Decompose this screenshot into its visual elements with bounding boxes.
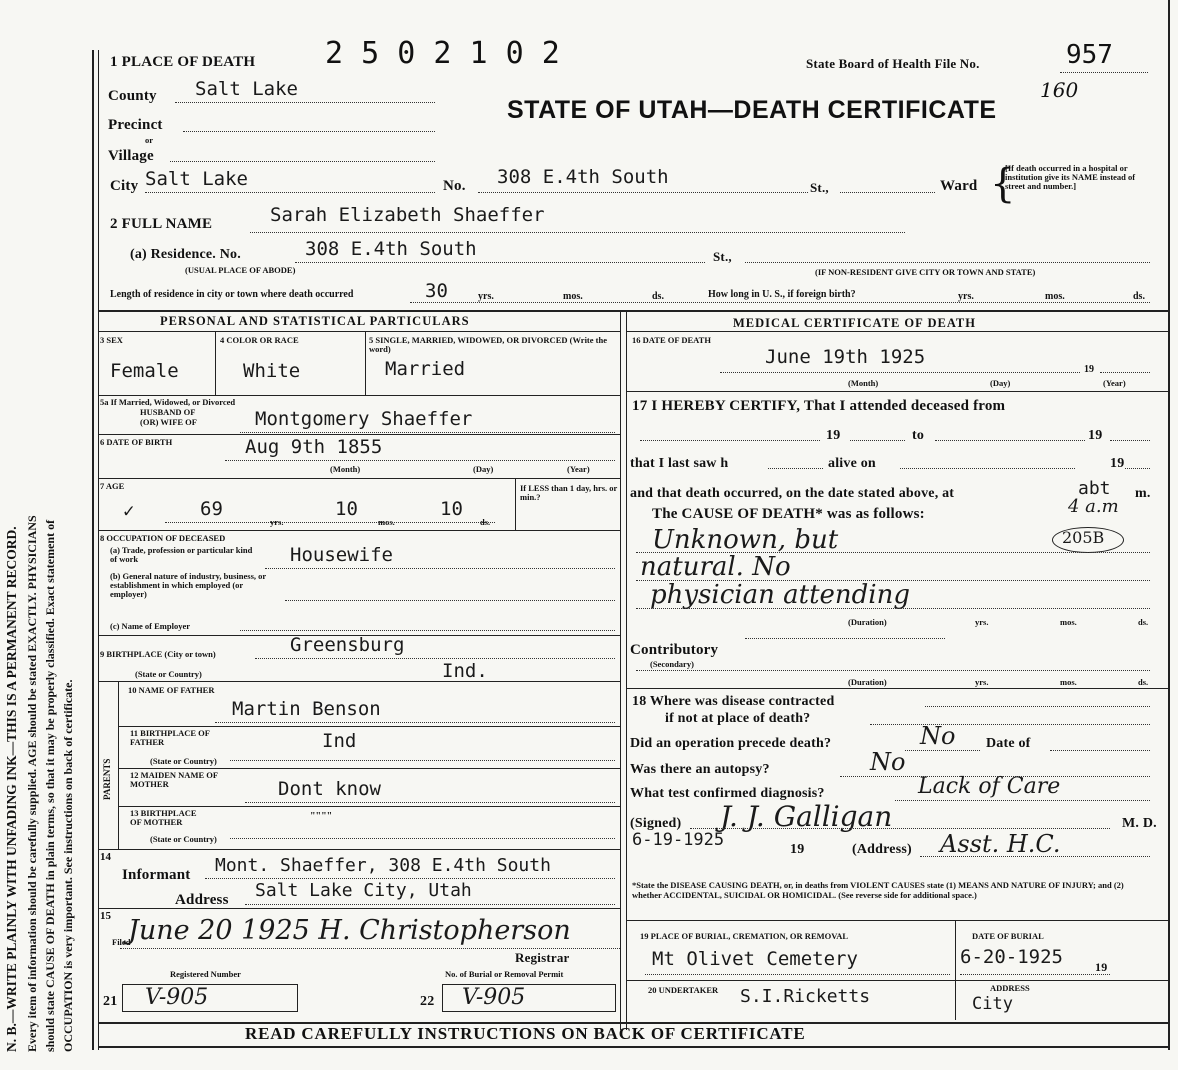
operation-label: Did an operation precede death? <box>630 736 832 751</box>
father-birthplace-label: 11 BIRTHPLACE OF FATHER <box>130 728 210 747</box>
registered-number-label: Registered Number <box>170 969 241 979</box>
dob-label: 6 DATE OF BIRTH <box>100 437 173 447</box>
sex-label: 3 SEX <box>100 335 123 345</box>
undertaker-label: 20 UNDERTAKER <box>648 985 719 995</box>
side-instruction-4: OCCUPATION is very important. See instructions on back of certificate. <box>61 679 75 1052</box>
signed-label: (Signed) <box>630 816 682 831</box>
file-no-label: State Board of Health File No. <box>806 56 980 71</box>
autopsy-value: No <box>870 748 906 776</box>
ward-note: [If death occurred in a hospital or institution give its NAME instead of street and number.] <box>1005 163 1136 191</box>
county-label: County <box>108 88 157 104</box>
precinct-label: Precinct <box>108 117 163 133</box>
mother-birthplace-value: """" <box>310 811 333 822</box>
side-instruction-3: should state CAUSE OF DEATH in plain terms, so that it may be properly classified. Exact statement of <box>43 519 57 1052</box>
cause-line-1: Unknown, but <box>652 525 839 555</box>
length-residence-value: 30 <box>425 280 448 302</box>
age-label: 7 AGE <box>100 481 125 491</box>
burial-place-label: 19 PLACE OF BURIAL, CREMATION, OR REMOVAL <box>640 931 849 941</box>
village-label: Village <box>108 148 154 164</box>
full-name-value: Sarah Elizabeth Shaeffer <box>270 204 545 226</box>
usual-abode-label: (USUAL PLACE OF ABODE) <box>185 265 296 275</box>
certificate-number: 2 5 0 2 1 0 2 <box>325 36 560 71</box>
marital-value: Married <box>385 358 466 380</box>
mother-value: Dont know <box>278 778 381 800</box>
permit-value: V-905 <box>462 985 526 1010</box>
left-border <box>92 50 94 1050</box>
color-value: White <box>243 360 301 382</box>
permit-label: No. of Burial or Removal Permit <box>445 969 564 979</box>
informant-label: Informant <box>122 867 191 883</box>
dob-value: Aug 9th 1855 <box>245 436 383 458</box>
birthplace-value: Greensburg <box>290 634 405 656</box>
spouse-label-3: (OR) WIFE OF <box>140 417 197 427</box>
street-no-value: 308 E.4th South <box>497 166 669 188</box>
full-name-label: 2 FULL NAME <box>110 216 213 232</box>
death-time-value: abt <box>1078 478 1111 499</box>
registered-number-value: V-905 <box>145 985 209 1010</box>
father-birthplace-value: Ind <box>322 730 357 752</box>
less-than-day-label: If LESS than 1 day, hrs. or min.? <box>520 483 618 502</box>
birth-state-label: (State or Country) <box>135 669 202 679</box>
certificate-title: STATE OF UTAH—DEATH CERTIFICATE <box>507 96 997 124</box>
sex-value: Female <box>110 360 179 382</box>
medical-heading: MEDICAL CERTIFICATE OF DEATH <box>733 316 976 330</box>
st-label: St., <box>810 180 829 195</box>
operation-value: No <box>920 722 956 750</box>
side-instruction-2: Every item of information should be carefully supplied. AGE should be stated EXACTLY. PHYSICIANS <box>25 515 39 1052</box>
file-no-sub: 160 <box>1040 78 1079 102</box>
cause-line-2: natural. No <box>640 552 791 582</box>
ward-label: Ward <box>940 178 978 194</box>
death-occurred-label: and that death occurred, on the date stated above, at <box>630 486 955 501</box>
test-label: What test confirmed diagnosis? <box>630 786 825 801</box>
birth-state-value: Ind. <box>442 660 488 682</box>
us-length-label: How long in U. S., if foreign birth? <box>708 289 856 300</box>
cause-line-3: physician attending <box>650 580 910 610</box>
cause-code: 205B <box>1062 528 1105 547</box>
father-value: Martin Benson <box>232 698 381 720</box>
autopsy-label: Was there an autopsy? <box>630 762 770 777</box>
birthplace-label: 9 BIRTHPLACE (City or town) <box>100 649 216 659</box>
occupation-label: 8 OCCUPATION OF DECEASED <box>100 533 226 543</box>
filed-label: Filed <box>112 937 131 947</box>
date-of-death-label: 16 DATE OF DEATH <box>632 335 711 345</box>
column-divider <box>620 310 621 1030</box>
certify-label: 17 I HEREBY CERTIFY, That I attended deceased from <box>632 398 1006 414</box>
occupation-value: Housewife <box>290 544 393 566</box>
burial-date-label: DATE OF BURIAL <box>972 931 1044 941</box>
informant-value: Mont. Shaeffer, 308 E.4th South <box>215 855 551 876</box>
residence-value: 308 E.4th South <box>305 238 477 260</box>
physician-address: Asst. H.C. <box>940 830 1061 858</box>
spouse-label-2: HUSBAND OF <box>140 407 196 417</box>
father-label: 10 NAME OF FATHER <box>128 685 215 695</box>
signed-date-value: 6-19-1925 <box>632 830 725 850</box>
length-residence-label: Length of residence in city or town where death occurred <box>110 289 354 300</box>
age-years: 69 <box>200 498 223 520</box>
residence-st-label: St., <box>713 249 732 264</box>
test-value: Lack of Care <box>918 774 1061 799</box>
undertaker-value: S.I.Ricketts <box>740 986 871 1007</box>
residence-label: (a) Residence. No. <box>130 247 241 262</box>
last-saw-label: that I last saw h <box>630 456 729 471</box>
undertaker-address-value: City <box>972 994 1013 1014</box>
side-instruction-1: N. B.—WRITE PLAINLY WITH UNFADING INK—THIS IS A PERMANENT RECORD. <box>4 526 19 1052</box>
burial-place-value: Mt Olivet Cemetery <box>652 948 858 970</box>
mother-label: 12 MAIDEN NAME OF MOTHER <box>130 770 218 789</box>
file-no: 957 <box>1066 40 1113 70</box>
place-of-death-heading: 1 PLACE OF DEATH <box>110 54 256 70</box>
bottom-instructions-banner: READ CAREFULLY INSTRUCTIONS ON BACK OF CERTIFICATE <box>245 1024 806 1043</box>
mother-birthplace-label: 13 BIRTHPLACE OF MOTHER <box>130 808 197 827</box>
death-time-note: 4 a.m <box>1068 496 1119 517</box>
informant-address-label: Address <box>175 892 229 908</box>
occupation-a-label: (a) Trade, profession or particular kind of work <box>110 545 253 564</box>
right-border <box>1168 0 1170 1050</box>
burial-date-value: 6-20-1925 <box>960 946 1063 968</box>
city-label: City <box>110 178 139 194</box>
color-label: 4 COLOR OR RACE <box>220 335 299 345</box>
contracted-label: 18 Where was disease contracted <box>632 694 835 709</box>
employer-label: (c) Name of Employer <box>110 621 191 631</box>
spouse-value: Montgomery Shaeffer <box>255 408 473 430</box>
marital-label: 5 SINGLE, MARRIED, WIDOWED, OR DIVORCED (Write the word) <box>369 335 607 354</box>
undertaker-address-label: ADDRESS <box>990 983 1030 993</box>
left-border-inner <box>98 50 99 1050</box>
spouse-label-1: 5a If Married, Widowed, or Divorced <box>100 397 236 407</box>
cause-label: The CAUSE OF DEATH* was as follows: <box>652 506 925 522</box>
date-of-death-value: June 19th 1925 <box>765 346 926 368</box>
no-label: No. <box>443 178 466 194</box>
filed-signature: June 20 1925 H. Christopherson <box>128 915 571 946</box>
parents-label: PARENTS <box>102 758 112 800</box>
non-resident-label: (IF NON-RESIDENT GIVE CITY OR TOWN AND STATE) <box>815 267 1036 277</box>
or-label: or <box>145 135 154 145</box>
county-value: Salt Lake <box>195 78 298 100</box>
age-check: ✓ <box>123 500 135 522</box>
physician-signature: J. J. Galligan <box>720 800 893 833</box>
occupation-b-label: (b) General nature of industry, business, or establishment in which employed (or employer) <box>110 571 267 599</box>
death-certificate: N. B.—WRITE PLAINLY WITH UNFADING INK—THIS IS A PERMANENT RECORD. Every item of information should be carefully supplied. AGE should be stated EXACTLY. PHYSICIANS should state CAUSE OF DEATH in plain terms, so that it may be properly classified. Exact statement of OCCUPATION is very important. See instructions on back of certificate. 1 PLACE OF DEATH 2 5 0 2 1 0 2 State Board of Health File No. 957 160 STATE OF UTAH—DEATH CERTIFICATE County Salt Lake Precinct or Village City Salt Lake No. 308 E.4th South St., Ward { [If death occurred in a hospital or institution give its NAME instead of street and number.] 2 FULL NAME Sarah Elizabeth Shaeffer (a) Residence. No. 308 E.4th South St., (USUAL PLACE OF ABODE) (IF NON-RESIDENT GIVE CITY OR TOWN AND STATE) Length of residence in city or town where death occurred 30 yrs. mos. ds. How long in U. S., if foreign birth? yrs. mos. ds. PERSONAL AND STATISTICAL PARTICULARS MEDICAL CERTIFICATE OF DEATH 3 SEX Female 4 COLOR OR RACE White 5 SINGLE, MARRIED, WIDOWED, OR DIVORCED (Write the word) Married 5a If Married, Widowed, or Divorced HUSBAND OF (OR) WIFE OF Montgomery Shaeffer 6 DATE OF BIRTH Aug 9th 1855 (Month) (Day) (Year) 7 AGE ✓ 69 yrs. 10 mos. 10 ds. If LESS than 1 day, hrs. or min.? 8 OCCUPATION OF DECEASED (a) Trade, profession or particular kind of work Housewife (b) General nature of industry, business, or establishment in which employed (or employer) (c) Name of Employer 9 BIRTHPLACE (City or town) Greensburg (State or Country) Ind. PARENTS 10 NAME OF FATHER Martin Benson 11 BIRTHPLACE OF FATHER (State or Country) Ind 12 MAIDEN NAME OF MOTHER Dont know 13 BIRTHPLACE OF MOTHER (State or Country) """" 14 Informant Mont. Shaeffer, 308 E.4th South Address Salt Lake City, Utah 15 Filed June 20 1925 H. Christopherson Registrar Registered Number No. of Burial or Removal Permit 21 V-905 22 V-905 16 DATE OF DEATH June 19th 1925 19 (Month) (Day) (Year) 17 I HEREBY CERTIFY, That I attended deceased from 19 to 19 that I last saw h alive on 19 and that death occurred, on the date stated above, at abt m. The CAUSE OF DEATH* was as follows: 4 a.m Unknown, but 205B natural. No physician attending (Duration) yrs. mos. ds. Contributory (Secondary) (Duration) yrs. mos. ds. 18 Where was disease contracted if not at place of death? Did an operation precede death? No Date of Was there an autopsy? No What test confirmed diagnosis? Lack of Care (Signed) J. J. Galligan M. D. 6-19-1925 19 (Address) Asst. H.C. *State the DISEASE CAUSING DEATH, or, in deaths from VIOLENT CAUSES state (1) MEANS AND NATURE OF INJURY; and (2) whether ACCIDENTAL, SUICIDAL OR HOMICIDAL. (See reverse side for additional space.) 19 PLACE OF BURIAL, CREMATION, OR REMOVAL Mt Olivet Cemetery DATE OF BURIAL 6-20-1925 19 20 UNDERTAKER S.I.Ricketts ADDRESS City READ CAREFULLY INSTRUCTIONS ON BACK OF CERTIFICATE <box>0 0 1178 1070</box>
age-days: 10 <box>440 498 463 520</box>
registrar-label: Registrar <box>515 950 570 965</box>
informant-address-value: Salt Lake City, Utah <box>255 880 472 901</box>
cause-footnote: *State the DISEASE CAUSING DEATH, or, in deaths from VIOLENT CAUSES state (1) MEANS AND NATURE OF INJURY; and (2) whether ACCIDENTAL, SUICIDAL OR HOMICIDAL. (See reverse side for additional space.) <box>632 880 1124 900</box>
city-value: Salt Lake <box>145 168 248 190</box>
personal-heading: PERSONAL AND STATISTICAL PARTICULARS <box>160 314 470 328</box>
age-months: 10 <box>335 498 358 520</box>
contributory-label: Contributory <box>630 642 719 658</box>
